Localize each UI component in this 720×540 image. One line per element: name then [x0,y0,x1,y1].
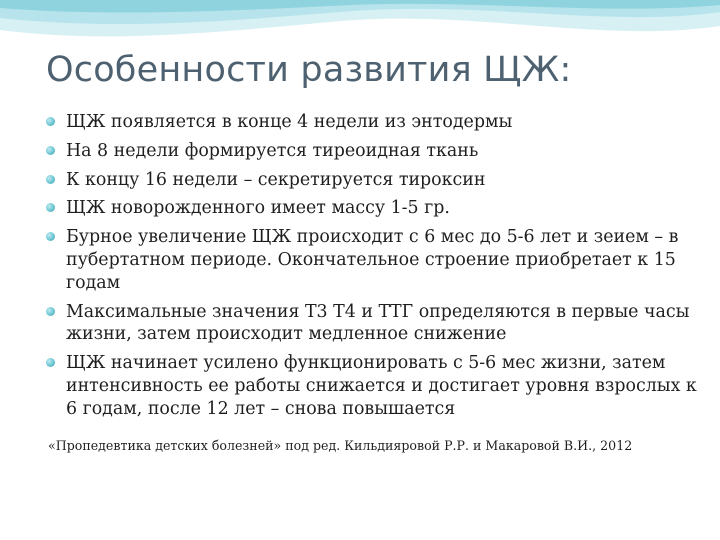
list-item [44,352,704,420]
bullet-list [44,111,704,427]
list-item [44,301,704,347]
bullet-icon [46,358,55,367]
list-item [44,197,704,220]
list-item-text: Максимальные значения Т3 Т4 и ТТГ определяются в первые часы жизни, затем происходит медленное снижение [66,301,690,345]
list-item-text: Бурное увеличение ЩЖ происходит с 6 мес до 5-6 лет и зеием – в пубертатном периоде. Окончательное строение приобретает к 15 годам [66,227,679,293]
bullet-icon [46,117,55,126]
list-item-text: ЩЖ появляется в конце 4 недели из энтодермы [66,112,513,132]
bullet-icon [46,203,55,212]
source-citation: «Пропедевтика детских болезней» под ред. Кильдияровой Р.Р. и Макаровой В.И., 2012 [48,438,633,453]
list-item-text: ЩЖ начинает усилено функционировать с 5-6 мес жизни, затем интенсивность ее работы снижается и достигает уровня взрослых к 6 годам, после 12 лет – снова повышается [66,353,697,419]
slide-title: Особенности развития ЩЖ: [46,50,572,90]
bullet-icon [46,175,55,184]
list-item [44,226,704,294]
list-item-text: На 8 недели формируется тиреоидная ткань [66,140,479,161]
list-item-text: ЩЖ новорожденного имеет массу 1-5 гр. [66,198,450,219]
list-item [44,111,704,134]
bullet-icon [46,307,55,316]
list-item [44,169,704,192]
bullet-icon [46,146,55,155]
bullet-icon [46,232,55,241]
list-item-text: К концу 16 недели – секретируется тироксин [66,169,486,190]
list-item [44,140,704,163]
